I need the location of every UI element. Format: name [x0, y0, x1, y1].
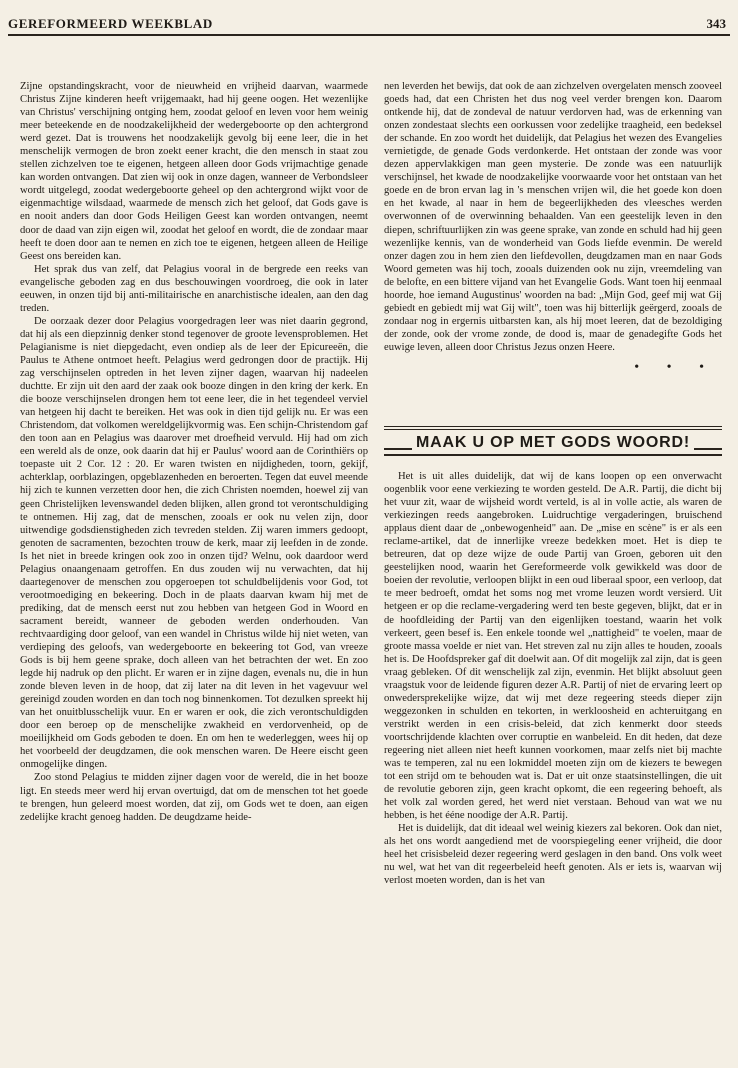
article-paragraph: nen leverden het bewijs, dat ook de aan zichzelven overgelaten mensch zooveel goeds had, dat een Christen het dus nog veel verder brengen kon. Daarom ontkende hij, dat de zondeval de natuur verdorven had, was de erkenning van onzen zondestaat slechts een oorkussen voor zedelijke traagheid, een bedeksel der schande. En zoo wordt het duidelijk, dat Pelagius het wezen des Evangelies vernietigde, de genade Gods verdonkerde. Het ontstaan der zonde was voor dezen appervlakkigen man geen mysterie. De zonde was een natuurlijk verschijnsel, het kwade de noodzakelijke voorwaarde voor het ontstaan van het goede en de bron ervan lag in 's menschen vrijen wil, die het goede kon doen en het kwade, al naar in hem de begeerlijkheden des vleesches werden overwonnen of de overwinning behaalden. Van een geestelijk leven in den diepen, schriftuurlijken zin was geene sprake, van zonde en schuld had hij geen wezenlijke kennis, van de wonderheid van Gods liefde evenmin. De wereld onzer dagen zou in hem zien den liefdevollen, deugdzamen man en naar Gods Woord gemeten was hij toch, zooals duizenden ook nu zijn, vreemdeling van de belofte, en een bittere vijand van het Evangelie Gods. Want toen hij eenmaal hoorde, hoe iemand Augustinus' woorden na bad: „Mijn God, geef mij wat Gij gebiedt en gebiedt mij wat Gij wilt", toen was hij bitterlijk geërgerd, zooals de zondaar nog in ergernis uitbarsten kan, als hij moet leeren, dat de bezoldiging der zonde, ook der vrome zonde, de dood is, maar de genadegifte Gods het euwige leven, alleen door Christus Jezus onzen Heere. [384, 81, 722, 353]
article-paragraph: Zijne opstandingskracht, voor de nieuwheid en vrijheid daarvan, waarmede Christus Zijne kinderen heeft vrijgemaakt, had hij geene oogen. Het wezenlijke van Christus' verschijning ontging hem, zoodat geloof en leven voor hem weinig meer beteekende en de noodzakelijkheid der wedergeboorte op den achtergrond werd gezet. Dat is trouwens het noodzakelijk gevolg bij eene leer, die in het menschelijk vermogen de bron zoekt eener kracht, die den mensch in staat zou stellen zichzelven toe te eigenen, hetgeen alleen door Gods vrijmachtige genade kan worden ontvangen. Dat zien wij ook in onze dagen, wanneer de Verbondsleer wordt uitgelegd, zoodat wedergeboorte geheel op den achtergrond wijkt voor de eigenmachtige wilsdaad, waarmede de mensch zich het geloof, dat Gods gave is en nooit anders dan door Gods Heiligen Geest kan worden ontvangen, neemt door de daad van zijn eigen wil, zoodat het geloof en wordt, die de zondaar maar heeft te doen door aan te nemen en zich toe te eigenen, hetgeen alleen de Heilige Geest ons bereiden kan. [20, 81, 368, 262]
section-title: MAAK U OP MET GODS WOORD! [416, 434, 690, 452]
article-paragraph: Het sprak dus van zelf, dat Pelagius vooral in de bergrede een reeks van evangelische geboden zag en dus beschouwingen voordroeg, die ook in later eeuwen, in onzen tijd bij anti-militairische en anarchistische idealen, aan den dag treden. [20, 263, 368, 314]
section-heading-block [384, 426, 722, 456]
right-column [384, 80, 722, 1040]
section-title-row [384, 436, 722, 450]
heading-rule-bottom [384, 454, 722, 456]
left-column [20, 80, 368, 1040]
page-number: 343 [706, 16, 726, 31]
title-rule-right [694, 448, 722, 450]
section-paragraph: Het is uit alles duidelijk, dat wij de kans loopen op een onverwacht oogenblik voor eene verkiezing te worden gesteld. De A.R. Partij, die dicht bij het vuur zit, waar de wijsheid wordt verteld, is al in volle actie, als waren de verkiezingen reeds aangebroken. Luidruchtige vergaderingen, bruischend applaus dient daar de „onbewogenheid" aan. De „mise en scène" is er als een reclame-artikel, dat de innerlijke vreeze bedekken moet. Het is diep te betreuren, dat op deze wijze de oude Partij van Groen, geboren uit den geestelijken nood, waarin het Gereformeerde volk gewikkeld was door de boeien der revolutie, verloopen blijkt in een oud liberaal spoor, een verloop, dat te meer bedroeft, omdat het soms nog met vrome leuzen wordt versierd. Uit hetgeen er op die reclame-vergadering werd ten beste gegeven, blijkt, dat er in de hoofdleiding der Partij van den eigenlijken toestand, waarin het volk verkeert, geen besef is. Een enkele toonde wel „nattigheid" te voelen, maar de groote massa voelde er niet van. Het streven zal nu zijn alles te houden, zooals het is. De Hoofdspreker gaf dit doelwit aan. Of dit mogelijk zal zijn, dat is geen vraag gebleken. Of dit wenschelijk zal zijn, evenmin. Het blijkt absoluut geen vraagstuk voor de leidende figuren dezer A.R. Partij of niet de ervaring leert op onwedersprekelijke wijze, dat wij met deze regeering steeds dieper zijn weggezonken in schulden en tekorten, in werkloosheid en achteruitgang en verstrikt werden in een crisis-beleid, dat zich kenmerkt door steeds voortschrijdende klachten over corruptie en wanbeleid. En dit heden, dat deze regeering niet alleen niet heeft kunnen voorkomen, maar zelfs niet bij machte was te temperen, zal nu een lokmiddel moeten zijn om de kiezers te bewegen tot een strijd om te behouden wat is. Dat er uit onze staatsinstellingen, die uit de revolutie geboren zijn, geen kracht opkomt, die een regeering behoeft, als het volk zal worden gered, het werd niet verstaan. Behoud van wat we nu hebben, is het ééne noodige der A.R. Partij. [384, 470, 722, 822]
heading-rule-top [384, 426, 722, 430]
running-header [8, 16, 730, 36]
section-ornament: • • • [634, 359, 716, 375]
article-paragraph: De oorzaak dezer door Pelagius voorgedragen leer was niet daarin gegrond, dat hij als een diepzinnig denker stond tegenover de groote levensproblemen. Het Pelagianisme is niet diepgedacht, even ondiep als de leer der Epicureeën, die Paulus te Athene ontmoet heeft. Pelagius werd gedrongen door de practijk. Hij zag verschijnselen optreden in het leven zijner dagen, waarvan hij nadeelen duchtte. Er zijn uit den aard der zaak ook booze dingen in den kring der kerk. En die booze verschijnselen drongen hem tot eene leer, die in het tegendeel verviel van hetgeen hij dacht te bereiken. Het was ook in dien tijd gelijk nu. Er was een Christendom, dat volkomen wereldgelijkvormig was. Een schijn-Christendom gaf den toon aan en Pelagius was daarover met droefheid vervuld. Hij had om zich een wereld als de onze, ook daarin dat hij er Paulus' woord aan de Corinthiërs op toepaste uit 2 Cor. 12 : 20. Er waren twisten en nijdigheden, toorn, gekijf, achterklap, oorblazingen, opgeblazenheden en beroerten. Tegen dat euvel meende hij zich te kunnen verzetten door hen, die zich Christen noemden, hoewel zij van geen Christelijken levenswandel deden blijken, allen grond tot verontschuldiging te ontnemen. Hij zag, dat de menschen, zooals er ook nu velen zijn, door uitwendige godsdienstigheden zich tevreden stelden. Zij waren immers gedoopt, genoten de sacramenten, bezochten trouw de kerk, maar zij leefden in de zonde. Is het niet in breede kringen ook zoo in onzen tijd? Welnu, ook daardoor werd Pelagius onaangenaam getroffen. En dus zouden wij nu verwachten, dat hij daartegenover de menschen zou opgeroepen tot schuldbelijdenis voor God, tot verootmoediging en bekeering. Doch in de plaats daarvan kwam hij met de prediking, dat de mensch eerst nut zou hebben van hetgeen God in Woord en sacrament bereidt, wanneer de geboden werden onderhouden. Van rechtvaardiging door geloof, van een wandel in Christus wilde hij niet weten, van verdieping des geloofs, van wedergeboorte en bekeering tot God, van vreeze Gods is bij hem geene sprake, doch alleen van het betrachten der wet. En zoo legde hij nadruk op den plicht. Er waren er in zijne dagen, evenals nu, die in hun zonde bleven leven in de hoop, dat zij later na dit leven in het vagevuur wel gereinigd zouden worden en dan toch nog binnenkomen. Tot dezulken spreekt hij van het onuitblusschelijk vuur. En er waren er ook, die zich verontschuldigden door een beroep op de menschelijke zwakheid en verdorvenheid, op de moeilijkheid om Gods geboden te doen. En om hen te wederleggen, wees hij op het voorbeeld der deugdzamen, die ook menschen waren. De Heere eischt geen onmogelijke dingen. [20, 315, 368, 771]
title-rule-left [384, 448, 412, 450]
journal-title: GEREFORMEERD WEEKBLAD [8, 16, 213, 31]
article-paragraph: Zoo stond Pelagius te midden zijner dagen voor de wereld, die in het booze ligt. En steeds meer werd hij ervan overtuigd, dat om de menschen tot het goede te brengen, hun geleerd moest worden, dat zij, om Gods wet te doen, aan eigen zedelijke kracht genoeg hadden. De deugdzame heide- [20, 772, 368, 823]
section-paragraph: Het is duidelijk, dat dit ideaal wel weinig kiezers zal bekoren. Ook dan niet, als het ons wordt aangediend met de voorspiegeling eener vrijheid, die door heel het crisisbeleid dezer regeering werd geslagen in den band. Ons volk weet nu wel, wat het van dit regeerbeleid heeft genoten. Als er iets is, waarvan wij verlost moeten worden, dan is het van [384, 823, 722, 887]
